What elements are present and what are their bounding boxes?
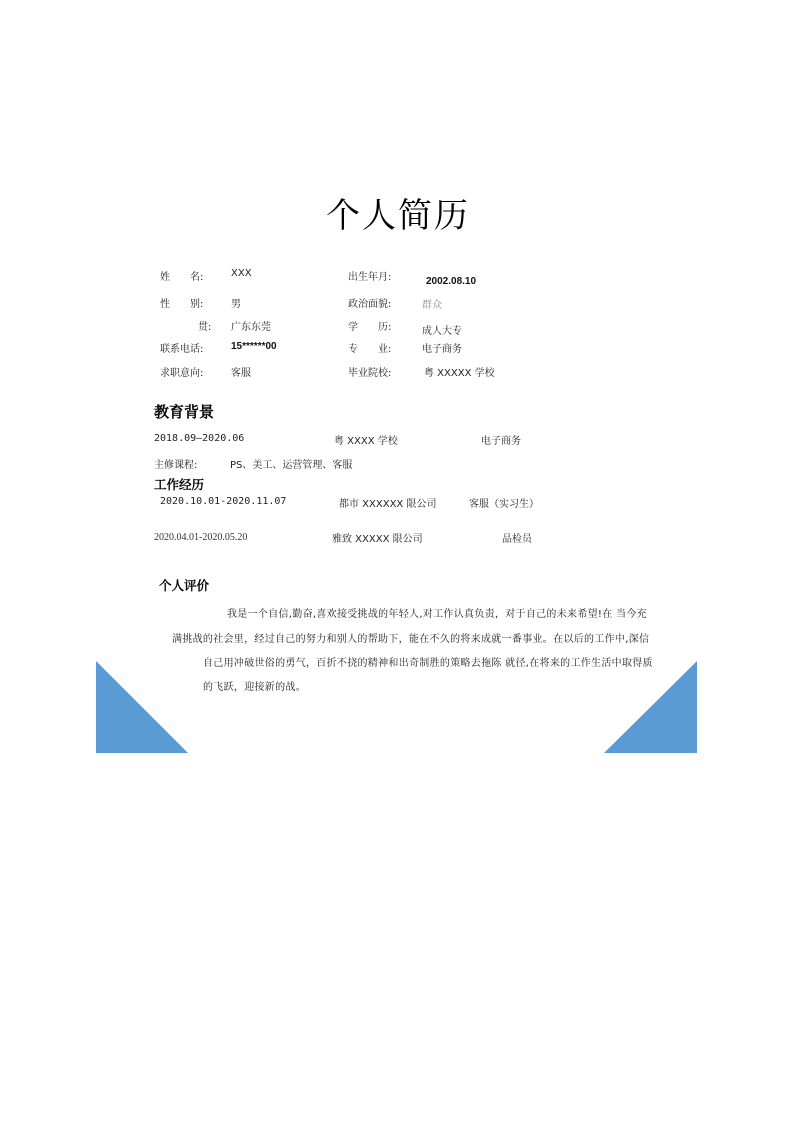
education-school: 粤 XXXX 学校 xyxy=(334,436,398,447)
origin-label: 贯: xyxy=(198,322,212,333)
school-value: 粤 XXXXX 学校 xyxy=(424,368,495,379)
birth-label: 出生年月: xyxy=(348,272,392,283)
courses-label: 主修课程: xyxy=(154,460,198,471)
job-role: 品检员 xyxy=(502,534,532,545)
evaluation-heading: 个人评价 xyxy=(159,578,210,593)
gender-label: 性 别: xyxy=(160,299,204,310)
job-period: 2020.04.01-2020.05.20 xyxy=(154,532,248,543)
politics-label: 政治面貌: xyxy=(348,299,392,310)
phone-value: 15******00 xyxy=(231,341,277,352)
name-label: 姓 名: xyxy=(160,272,204,283)
education-major: 电子商务 xyxy=(481,436,521,447)
page-title: 个人简历 xyxy=(326,196,470,236)
name-value: XXX xyxy=(231,268,252,279)
education-heading: 教育背景 xyxy=(154,403,215,421)
intent-label: 求职意向: xyxy=(160,368,204,379)
major-value: 电子商务 xyxy=(422,344,462,355)
courses-value: PS、美工、运营管理、客服 xyxy=(230,460,353,471)
work-heading: 工作经历 xyxy=(154,477,205,492)
job-role: 客服（实习生） xyxy=(469,499,539,510)
major-label: 专 业: xyxy=(348,344,392,355)
evaluation-line: 自己用冲破世俗的勇气，百折不挠的精神和出奇制胜的策略去拖陈 就径,在将来的工作生活中取得质 xyxy=(203,658,653,669)
left-triangle-decoration xyxy=(96,661,188,753)
education-label: 学 历: xyxy=(348,322,392,333)
intent-value: 客服 xyxy=(231,368,251,379)
evaluation-line: 的飞跃，迎接新的战。 xyxy=(203,682,306,693)
job-company: 雅致 XXXXX 限公司 xyxy=(332,534,423,545)
job-company: 都市 XXXXXX 限公司 xyxy=(339,499,437,510)
school-label: 毕业院校: xyxy=(348,368,392,379)
job-period: 2020.10.01-2020.11.07 xyxy=(160,496,287,507)
right-triangle-decoration xyxy=(604,661,697,753)
education-period: 2018.09—2020.06 xyxy=(154,433,245,444)
evaluation-line: 满挑战的社会里，经过自己的努力和别人的帮助下，能在不久的将来成就一番事业。在以后的工作中,深信 xyxy=(172,634,650,645)
education-value: 成人大专 xyxy=(422,326,462,337)
birth-value: 2002.08.10 xyxy=(426,276,477,287)
phone-label: 联系电话: xyxy=(160,344,204,355)
evaluation-line: 我是一个自信,勤奋,喜欢接受挑战的年轻人,对工作认真负责，对于自己的未来希望!在 当今充 xyxy=(227,609,647,620)
origin-value: 广东东莞 xyxy=(231,322,271,333)
politics-value: 群众 xyxy=(422,300,442,311)
gender-value: 男 xyxy=(231,299,241,310)
